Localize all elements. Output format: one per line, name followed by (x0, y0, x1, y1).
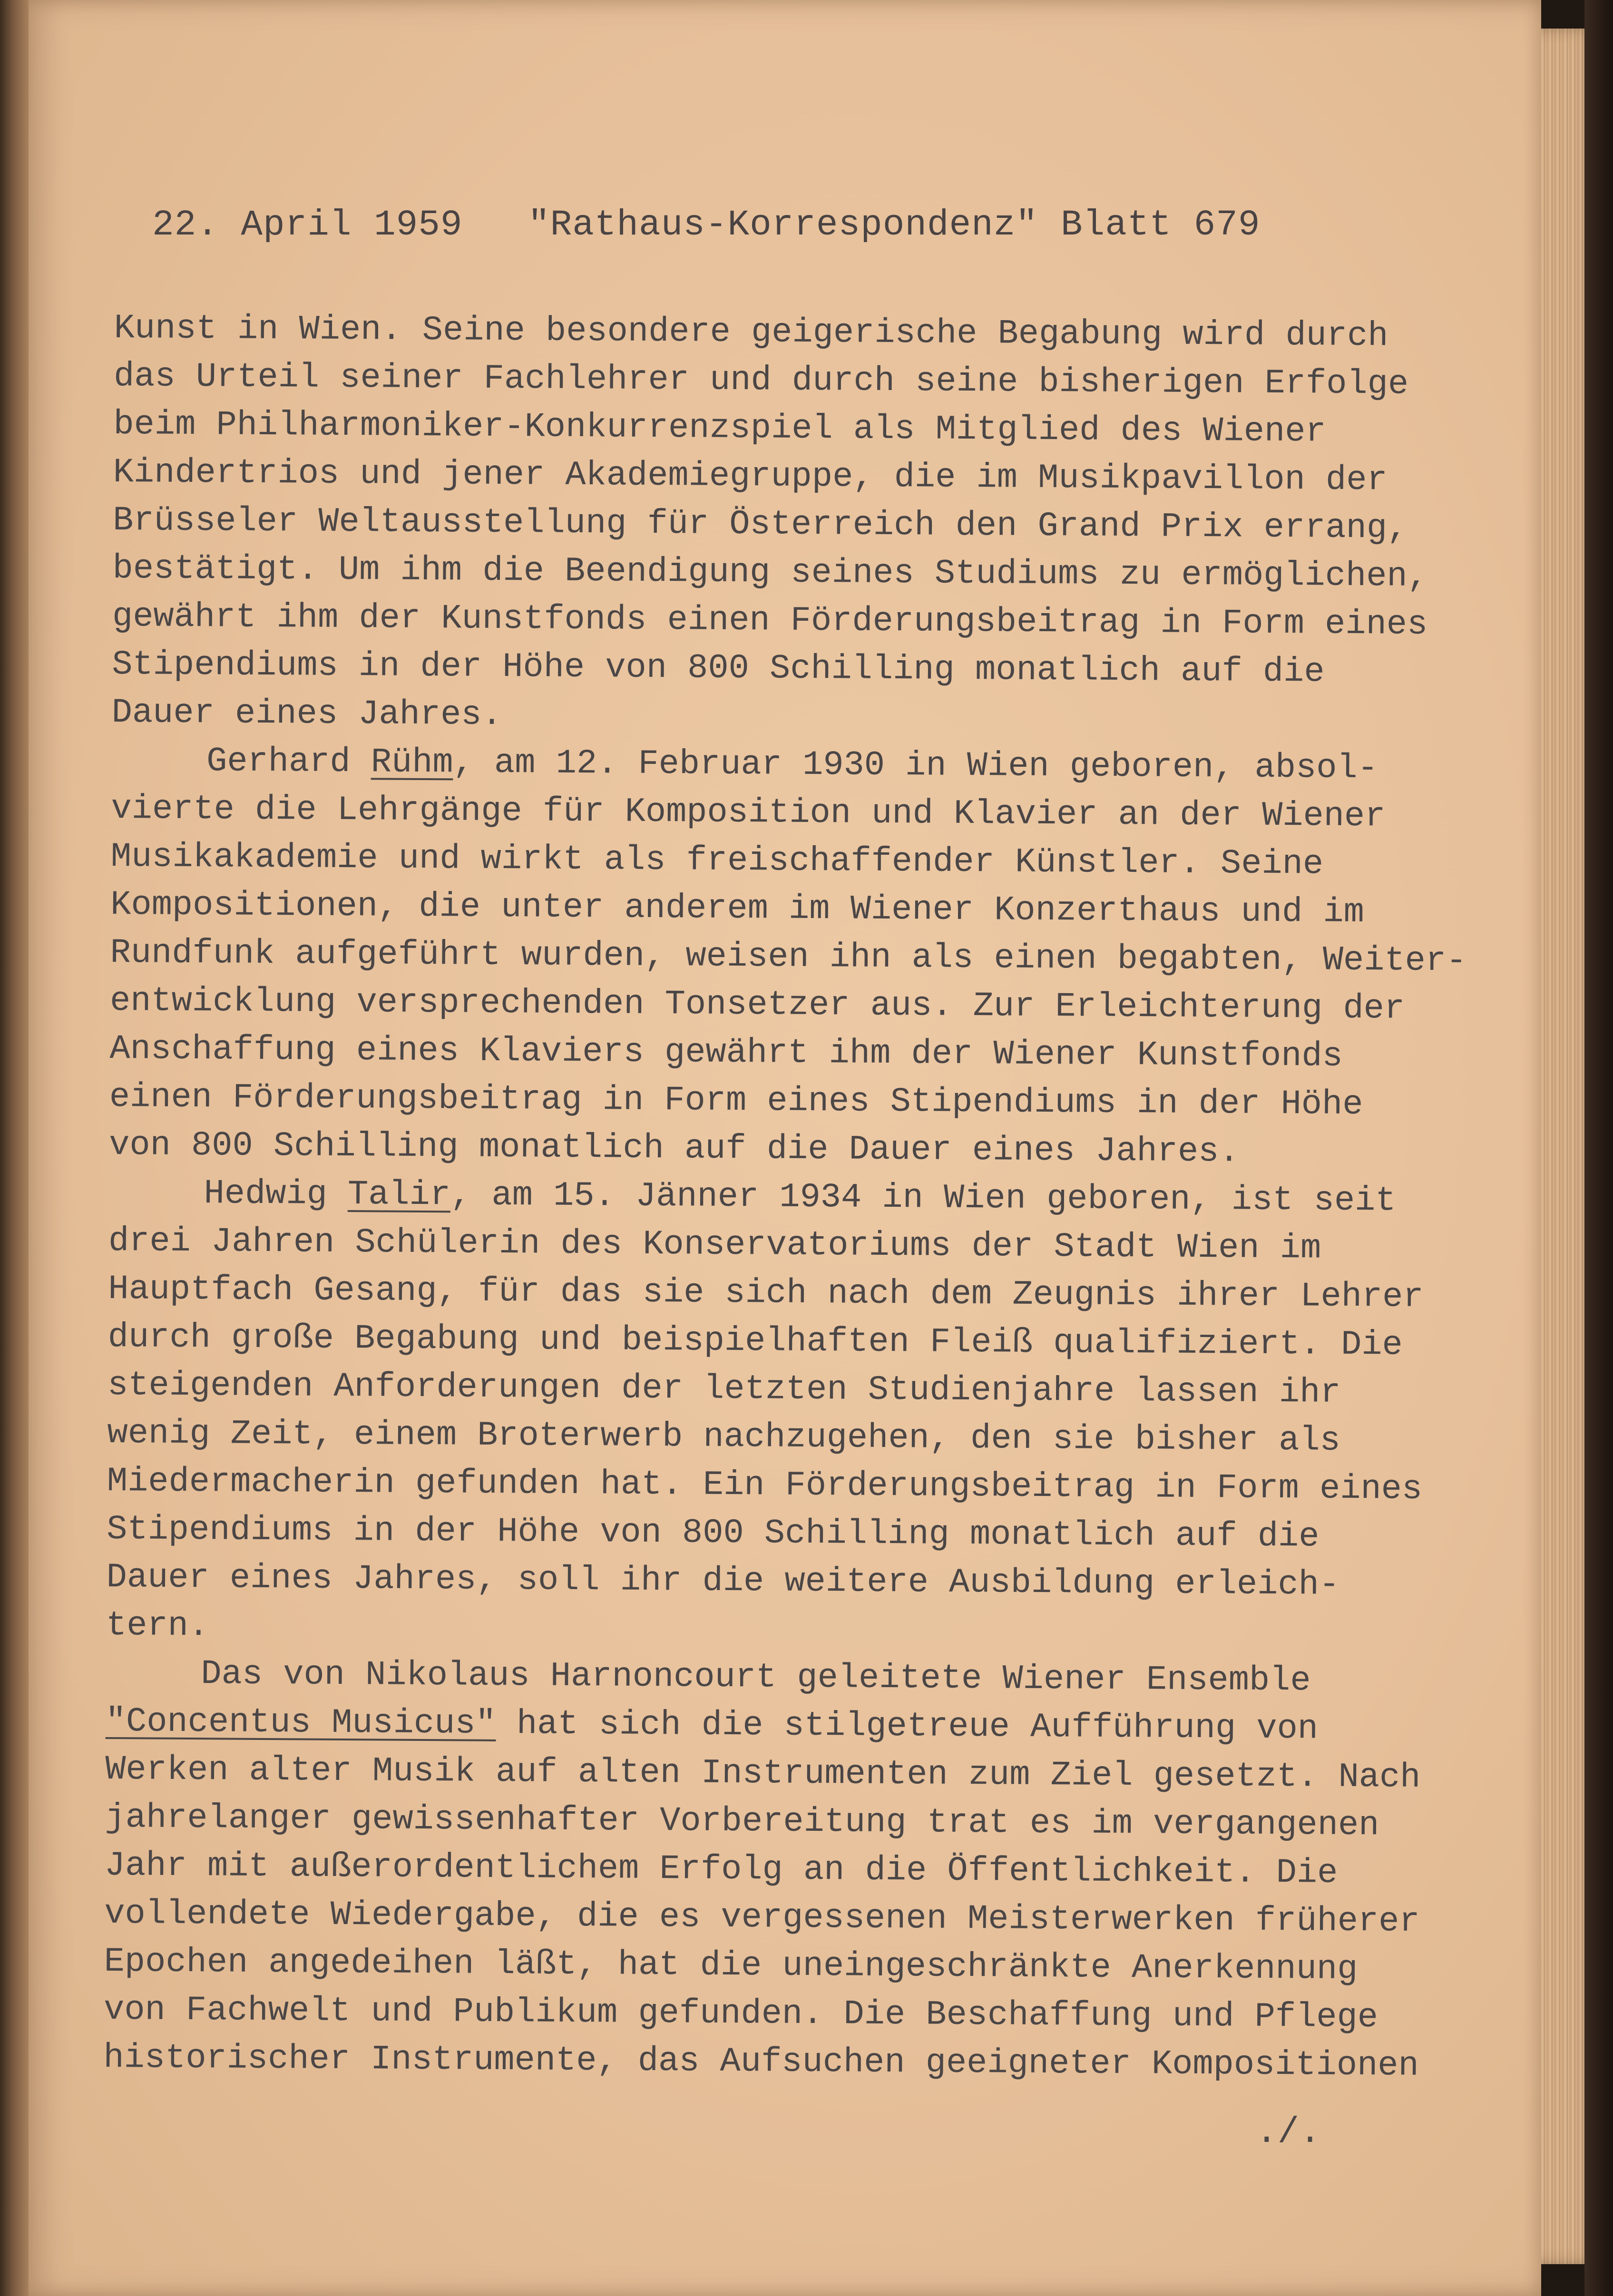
text-line (111, 689, 1467, 745)
text-line (107, 1409, 1463, 1466)
text-segment: gewährt ihm der Kunstfonds einen Förderungsbeitrag in Form eines (112, 596, 1428, 644)
text-segment: Musikakademie und wirkt als freischaffender Künstler. Seine (110, 837, 1324, 884)
text-line (105, 1698, 1461, 1754)
text-line (107, 1505, 1463, 1562)
text-line (108, 1217, 1465, 1273)
text-segment: tern. (106, 1605, 209, 1646)
text-segment: Kindertrios und jener Akademiegruppe, die im Musikpavillon der (113, 452, 1388, 500)
text-line (105, 1794, 1461, 1850)
text-line (106, 1553, 1462, 1610)
text-segment: Werken alter Musik auf alten Instrumenten zum Ziel gesetzt. Nach (105, 1749, 1421, 1797)
text-segment: , am 15. Jänner 1934 in Wien geboren, ist seit (450, 1175, 1396, 1221)
text-segment: Rundfunk aufgeführt wurden, weisen ihn als einen begabten, Weiter- (110, 933, 1467, 981)
text-segment: vierte die Lehrgänge für Komposition und Klavier an der Wiener (111, 789, 1386, 836)
text-line (113, 497, 1469, 553)
text-segment: Dauer eines Jahres, soll ihr die weitere Ausbildung erleich- (106, 1557, 1340, 1604)
text-line (110, 977, 1466, 1033)
header-date: 22. April 1959 (152, 205, 463, 245)
text-line (112, 593, 1468, 649)
paragraph (111, 304, 1469, 745)
paragraph (109, 737, 1467, 1177)
text-line (111, 737, 1467, 793)
text-line (114, 352, 1470, 409)
text-segment: das Urteil seiner Fachlehrer und durch seine bisherigen Erfolge (113, 356, 1409, 404)
text-line (108, 1361, 1464, 1417)
continuation-mark: ./. (1256, 2112, 1321, 2153)
text-segment: Jahr mit außerordentlichem Erfolg an die Öffentlichkeit. Die (104, 1846, 1338, 1893)
text-line (109, 1121, 1465, 1177)
text-segment: vollendete Wiedergabe, die es vergessenen Meisterwerken früherer (104, 1894, 1420, 1941)
text-line (111, 785, 1467, 841)
text-line (103, 2034, 1459, 2090)
header-publication: "Rathaus-Korrespondenz" (528, 205, 1038, 245)
paragraph (106, 1169, 1465, 1658)
text-segment: , am 12. Februar 1930 in Wien geboren, absol- (453, 743, 1378, 788)
text-line (112, 641, 1468, 697)
text-line (113, 401, 1469, 457)
text-segment: jahrelanger gewissenhafter Vorbereitung trat es im vergangenen (105, 1798, 1379, 1845)
text-segment: beim Philharmoniker-Konkurrenzspiel als Mitglied des Wiener (113, 404, 1326, 451)
text-segment: von 800 Schilling monatlich auf die Dauer eines Jahres. (108, 1125, 1240, 1172)
document-page (29, 0, 1541, 2296)
underlined-name: "Concentus Musicus" (105, 1701, 496, 1743)
text-line (108, 1313, 1464, 1369)
text-line (104, 1986, 1460, 2042)
text-line (104, 1938, 1460, 1994)
text-segment: Hauptfach Gesang, für das sie sich nach dem Zeugnis ihrer Lehrer (108, 1269, 1424, 1317)
text-segment: Brüsseler Weltausstellung für Österreich den Grand Prix errang, (112, 500, 1408, 548)
text-segment: Kunst in Wien. Seine besondere geigerische Begabung wird durch (114, 308, 1388, 356)
text-segment: Kompositionen, die unter anderem im Wiener Konzerthaus und im (110, 885, 1365, 932)
text-line (105, 1842, 1461, 1898)
header-sheet-number: Blatt 679 (1061, 205, 1261, 245)
text-segment: Miedermacherin gefunden hat. Ein Förderungsbeitrag in Form eines (107, 1461, 1423, 1509)
text-segment: historischer Instrumente, das Aufsuchen geeigneter Kompositionen (103, 2038, 1419, 2085)
text-line (108, 1169, 1465, 1225)
text-line (106, 1602, 1462, 1658)
book-binding-right (1584, 0, 1613, 2296)
text-segment: durch große Begabung und beispielhaften Fleiß qualifiziert. Die (108, 1317, 1403, 1365)
text-line (112, 545, 1468, 601)
text-segment: entwicklung versprechenden Tonsetzer aus. Zur Erleichterung der (109, 981, 1405, 1028)
text-line (110, 881, 1466, 937)
text-line (114, 304, 1470, 361)
text-segment: hat sich die stilgetreue Aufführung von (496, 1704, 1319, 1749)
text-line (108, 1265, 1464, 1321)
text-segment: Stipendiums in der Höhe von 800 Schilling monatlich auf die (107, 1509, 1320, 1556)
underlined-name: Talir (347, 1175, 451, 1215)
text-line (110, 929, 1466, 985)
text-line (109, 1073, 1466, 1129)
text-segment: drei Jahren Schülerin des Konservatoriums der Stadt Wien im (108, 1221, 1321, 1268)
text-segment: Hedwig (204, 1174, 348, 1214)
body-text (103, 304, 1470, 2090)
text-line (105, 1746, 1461, 1802)
text-line (111, 833, 1467, 889)
text-line (106, 1650, 1462, 1706)
text-segment: einen Förderungsbeitrag in Form eines Stipendiums in der Höhe (109, 1077, 1363, 1124)
text-segment: steigenden Anforderungen der letzten Studienjahre lassen ihr (107, 1365, 1341, 1412)
text-segment: Epochen angedeihen läßt, hat die uneingeschränkte Anerkennung (104, 1942, 1358, 1989)
text-segment: Dauer eines Jahres. (111, 693, 502, 734)
text-segment: Stipendiums in der Höhe von 800 Schilling monatlich auf die (112, 645, 1325, 692)
text-segment: von Fachwelt und Publikum gefunden. Die Beschaffung und Pflege (103, 1990, 1378, 2037)
text-line (107, 1457, 1463, 1514)
text-segment: wenig Zeit, einem Broterwerb nachzugehen, den sie bisher als (107, 1413, 1341, 1460)
text-line (109, 1025, 1466, 1081)
text-segment: Gerhard (206, 742, 371, 782)
text-segment: bestätigt. Um ihm die Beendigung seines Studiums zu ermöglichen, (112, 548, 1428, 596)
paragraph (103, 1650, 1461, 2090)
text-segment: Das von Nikolaus Harnoncourt geleitete Wiener Ensemble (201, 1654, 1311, 1700)
underlined-name: Rühm (371, 743, 453, 782)
text-segment: Anschaffung eines Klaviers gewährt ihm der Wiener Kunstfonds (109, 1029, 1343, 1076)
text-line (113, 449, 1469, 505)
text-line (104, 1890, 1460, 1946)
